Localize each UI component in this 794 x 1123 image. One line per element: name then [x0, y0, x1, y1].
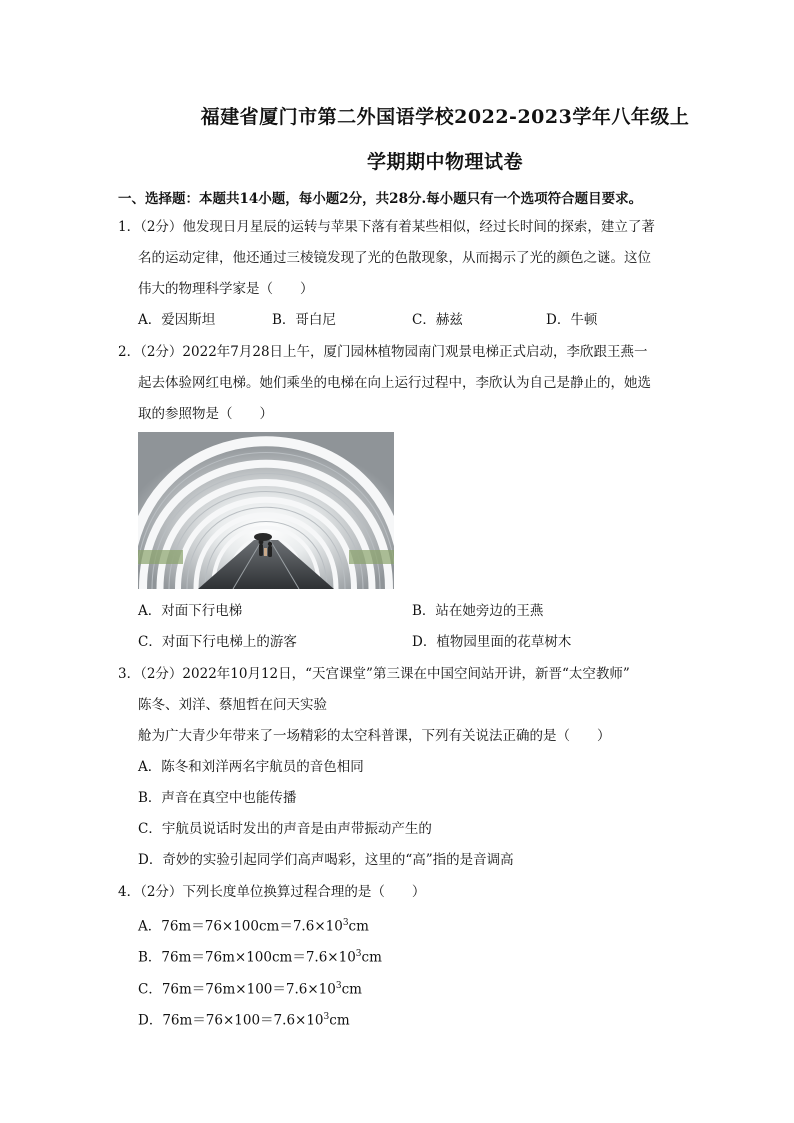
option-d: D．植物园里面的花草树木: [412, 634, 572, 650]
question-number: 4．: [118, 884, 141, 900]
option-c: C．赫兹: [412, 312, 463, 328]
option-d: D．牛顿: [546, 312, 598, 328]
option-b: B．声音在真空中也能传播: [138, 790, 297, 806]
option-a: A．对面下行电梯: [138, 603, 243, 619]
section-heading: 一、选择题：本题共14小题，每小题2分，共28分.每小题只有一个选项符合题目要求。: [118, 191, 643, 207]
exponent: 3: [342, 918, 349, 928]
question-number: 3．: [118, 666, 141, 682]
page-title: 福建省厦门市第二外国语学校2022-2023学年八年级上: [200, 106, 690, 128]
option-c: [138, 977, 362, 999]
question-4: [118, 883, 425, 901]
unit: cm: [348, 918, 369, 935]
option-a: A．陈冬和刘洋两名宇航员的音色相同: [138, 759, 364, 775]
option-b: [138, 945, 382, 967]
option-a: [138, 914, 369, 936]
exponent: 3: [335, 981, 342, 991]
option-c: C．对面下行电梯上的游客: [138, 634, 297, 650]
exponent: 3: [323, 1012, 330, 1022]
page-subtitle: 学期期中物理试卷: [366, 151, 523, 173]
question-text: 舱为广大青少年带来了一场精彩的太空科普课，下列有关说法正确的是（ ）: [138, 728, 611, 744]
escalator-tunnel-photo: [138, 432, 394, 589]
question-1: [118, 218, 655, 236]
exponent: 3: [355, 949, 362, 959]
unit: cm: [329, 1012, 350, 1029]
option-d: [138, 1008, 350, 1030]
option-b: B．哥白尼: [272, 312, 336, 328]
option-a: A．爱因斯坦: [138, 312, 216, 328]
question-text: （2分）他发现日月星辰的运转与苹果下落有着某些相似，经过长时间的探索，建立了著: [140, 219, 655, 235]
option-text: B．76m＝76m×100cm＝7.6×10: [138, 949, 356, 966]
question-2: [118, 343, 648, 361]
option-text: D．76m＝76×100＝7.6×10: [138, 1012, 324, 1029]
question-text: 取的参照物是（ ）: [138, 406, 273, 422]
question-text: 起去体验网红电梯。她们乘坐的电梯在向上运行过程中，李欣认为自己是静止的，她选: [138, 375, 651, 391]
question-text: （2分）下列长度单位换算过程合理的是（ ）: [140, 884, 426, 900]
question-number: 1．: [118, 219, 141, 235]
unit: cm: [341, 981, 362, 998]
question-text: 名的运动定律，他还通过三棱镜发现了光的色散现象，从而揭示了光的颜色之谜。这位: [138, 250, 651, 266]
option-text: C．76m＝76m×100＝7.6×10: [138, 981, 336, 998]
question-number: 2．: [118, 344, 141, 360]
question-text: 陈冬、刘洋、蔡旭哲在问天实验: [138, 697, 327, 713]
option-b: B．站在她旁边的王燕: [412, 603, 544, 619]
option-d: D．奇妙的实验引起同学们高声喝彩，这里的“高”指的是音调高: [138, 852, 514, 868]
question-text: （2分）2022年7月28日上午，厦门园林植物园南门观景电梯正式启动，李欣跟王燕一: [140, 344, 648, 360]
question-text: 伟大的物理科学家是（ ）: [138, 281, 314, 297]
question-text: （2分）2022年10月12日，“天宫课堂”第三课在中国空间站开讲，新晋“太空教师”: [140, 666, 630, 682]
unit: cm: [361, 949, 382, 966]
question-3: [118, 665, 630, 683]
option-text: A．76m＝76×100cm＝7.6×10: [138, 918, 343, 935]
option-c: C．宇航员说话时发出的声音是由声带振动产生的: [138, 821, 432, 837]
